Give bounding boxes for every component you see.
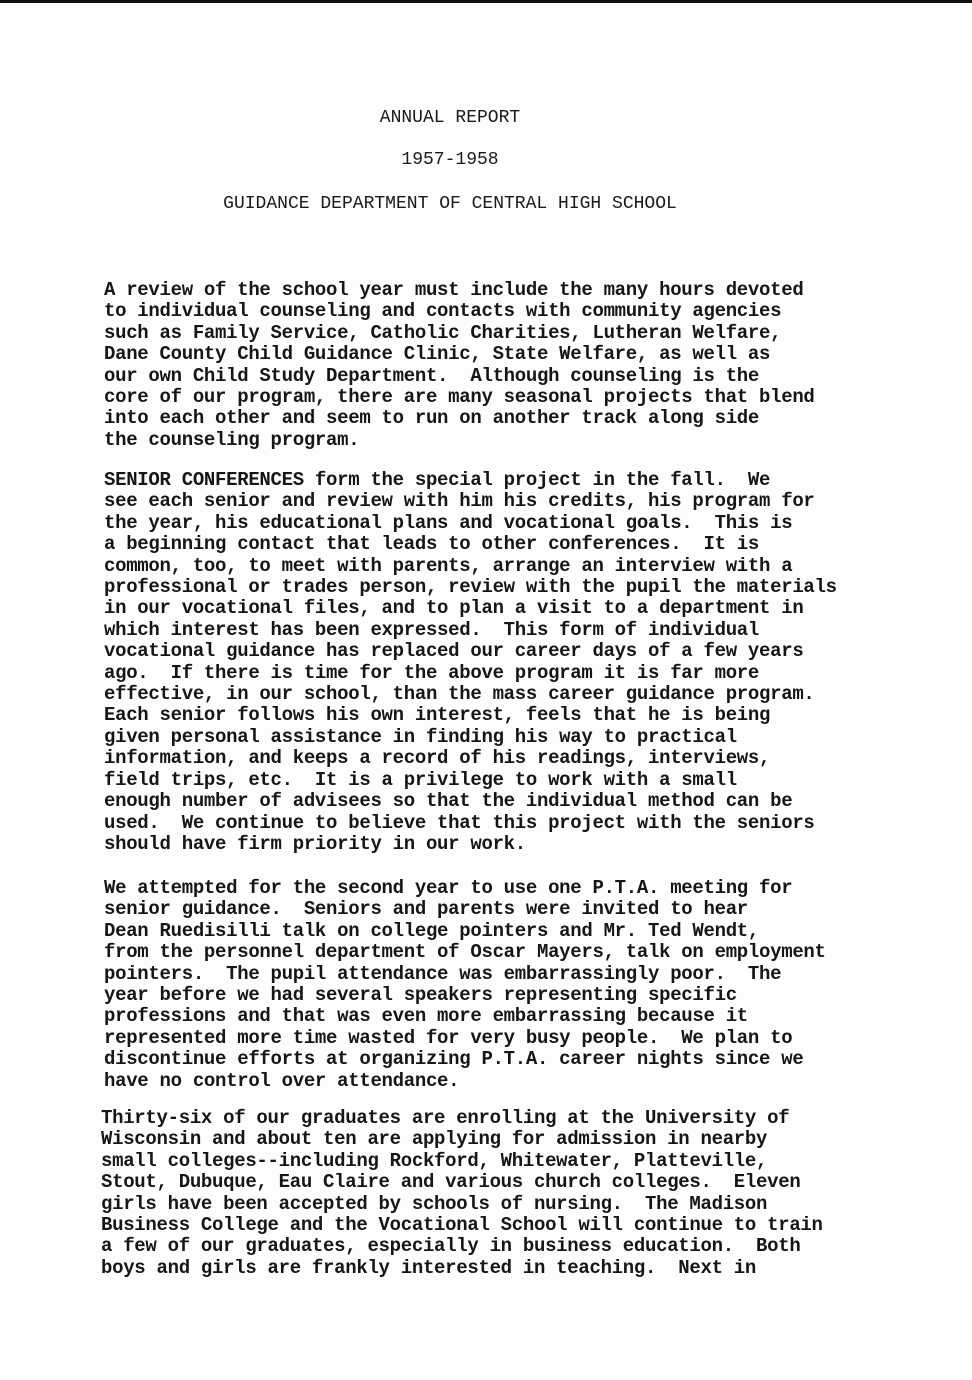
report-title: ANNUAL REPORT	[379, 108, 521, 128]
paragraph-senior-conferences: SENIOR CONFERENCES form the special project in the fall. We see each senior and review with him his credits, his program for the year, his educational plans and vocational goals. This is a beginning contact that leads to other conferences. It is common, too, to meet with parents, arrange an interview with a professional or trades person, review with the pupil the materials in our vocational files, and to plan a visit to a department in which interest has been expressed. This form of individual vocational guidance has replaced our career days of a few years ago. If there is time for the above program it is far more effective, in our school, than the mass career guidance program. Each senior follows his own interest, feels that he is being given personal assistance in finding his way to practical information, and keeps a record of his readings, interviews, field trips, etc. It is a privilege to work with a small enough number of advisees so that the individual method can be used. We continue to believe that this project with the seniors should have firm priority in our work.	[104, 469, 837, 855]
paragraph-counseling: A review of the school year must include the many hours devoted to individual counseling and contacts with community agencies such as Family Service, Catholic Charities, Lutheran Welfare, Dane County Child Guidance Clinic, State Welfare, as well as our own Child Study Department. Although counseling is the core of our program, there are many seasonal projects that blend into each other and seem to run on another track along side the counseling program.	[104, 279, 815, 451]
report-years: 1957-1958	[401, 150, 499, 170]
department-heading: GUIDANCE DEPARTMENT OF CENTRAL HIGH SCHOOL	[223, 194, 677, 214]
paragraph-graduates: Thirty-six of our graduates are enrolling at the University of Wisconsin and about ten are applying for admission in nearby small colleges--including Rockford, Whitewater, Platteville, Stout, Dubuque, Eau Claire and various church colleges. Eleven girls have been accepted by schools of nursing. The Madison Business College and the Vocational School will continue to train a few of our graduates, especially in business education. Both boys and girls are frankly interested in teaching. Next in	[101, 1107, 823, 1279]
paragraph-pta-meeting: We attempted for the second year to use one P.T.A. meeting for senior guidance. Seniors and parents were invited to hear Dean Ruedisilli talk on college pointers and Mr. Ted Wendt, from the personnel department of Oscar Mayers, talk on employment pointers. The pupil attendance was embarrassingly poor. The year before we had several speakers representing specific professions and that was even more embarrassing because it represented more time wasted for very busy people. We plan to discontinue efforts at organizing P.T.A. career nights since we have no control over attendance.	[104, 877, 826, 1092]
page-top-border	[0, 0, 972, 3]
